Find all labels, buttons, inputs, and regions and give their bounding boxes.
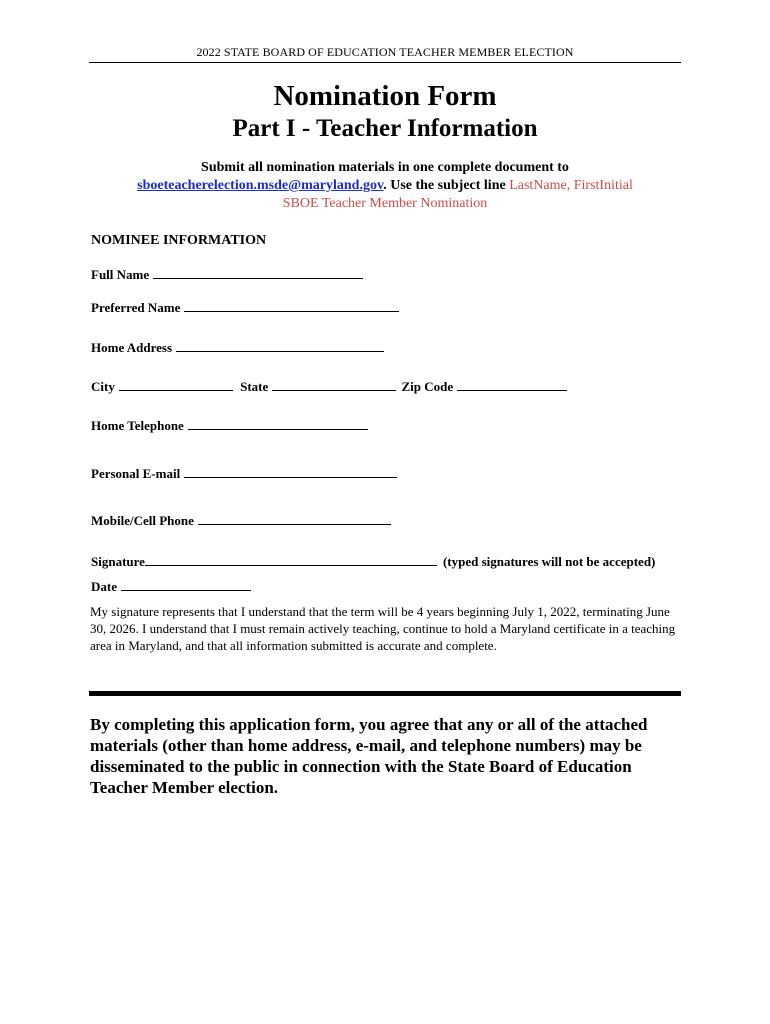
section-heading: NOMINEE INFORMATION — [91, 233, 267, 248]
full-name-label: Full Name — [91, 267, 150, 282]
full-name-blank[interactable] — [153, 267, 363, 279]
city-blank[interactable] — [119, 379, 233, 391]
form-title: Nomination Form — [273, 80, 497, 112]
date-blank[interactable] — [121, 579, 251, 591]
signature-note: (typed signatures will not be accepted) — [442, 554, 656, 569]
home-telephone-blank[interactable] — [188, 418, 368, 430]
home-address-field — [91, 340, 384, 356]
subject-line-part1: LastName, FirstInitial — [509, 178, 633, 193]
state-label: State — [240, 379, 269, 394]
preferred-name-label: Preferred Name — [91, 300, 181, 315]
home-address-label: Home Address — [91, 340, 173, 355]
full-name-field — [91, 267, 363, 283]
form-subtitle: Part I - Teacher Information — [232, 115, 538, 142]
instructions-line1: Submit all nomination materials in one complete document to — [201, 160, 569, 175]
signature-field — [91, 554, 655, 570]
header-rule — [89, 62, 681, 63]
certification-statement: My signature represents that I understand that the term will be 4 years beginning July 1, 2022, terminating June 30, 2026. I understand that I must remain actively teaching, continue to hold a Maryland certificate in a teaching area in Maryland, and that all information submitted is accurate and complete. — [90, 604, 676, 653]
running-header: 2022 STATE BOARD OF EDUCATION TEACHER MEMBER ELECTION — [196, 45, 574, 59]
instructions-subject-intro: . Use the subject line — [383, 178, 510, 193]
personal-email-blank[interactable] — [184, 466, 397, 478]
section-divider — [89, 691, 681, 696]
consent-notice: By completing this application form, you agree that any or all of the attached materials (other than home address, e-mail, and telephone numbers) may be disseminated to the public in connection with the State Board of Education Teacher Member election. — [90, 715, 648, 797]
city-label: City — [91, 379, 115, 394]
preferred-name-blank[interactable] — [184, 300, 399, 312]
city-state-zip-row — [91, 379, 567, 395]
zip-code-label: Zip Code — [401, 379, 454, 394]
signature-blank[interactable] — [145, 554, 437, 566]
personal-email-label: Personal E-mail — [91, 466, 181, 481]
state-blank[interactable] — [272, 379, 396, 391]
zip-code-blank[interactable] — [457, 379, 567, 391]
preferred-name-field — [91, 300, 399, 316]
submission-email-link[interactable]: sboeteacherelection.msde@maryland.gov — [137, 178, 384, 193]
home-telephone-label: Home Telephone — [91, 418, 184, 433]
mobile-phone-field — [91, 513, 391, 529]
submission-instructions — [89, 159, 681, 213]
home-telephone-field — [91, 418, 368, 434]
personal-email-field — [91, 466, 397, 482]
date-label: Date — [91, 579, 117, 594]
date-field — [91, 579, 251, 595]
mobile-phone-label: Mobile/Cell Phone — [91, 513, 194, 528]
home-address-blank[interactable] — [176, 340, 384, 352]
signature-label: Signature — [91, 554, 145, 569]
mobile-phone-blank[interactable] — [198, 513, 391, 525]
subject-line-part2: SBOE Teacher Member Nomination — [282, 196, 488, 211]
